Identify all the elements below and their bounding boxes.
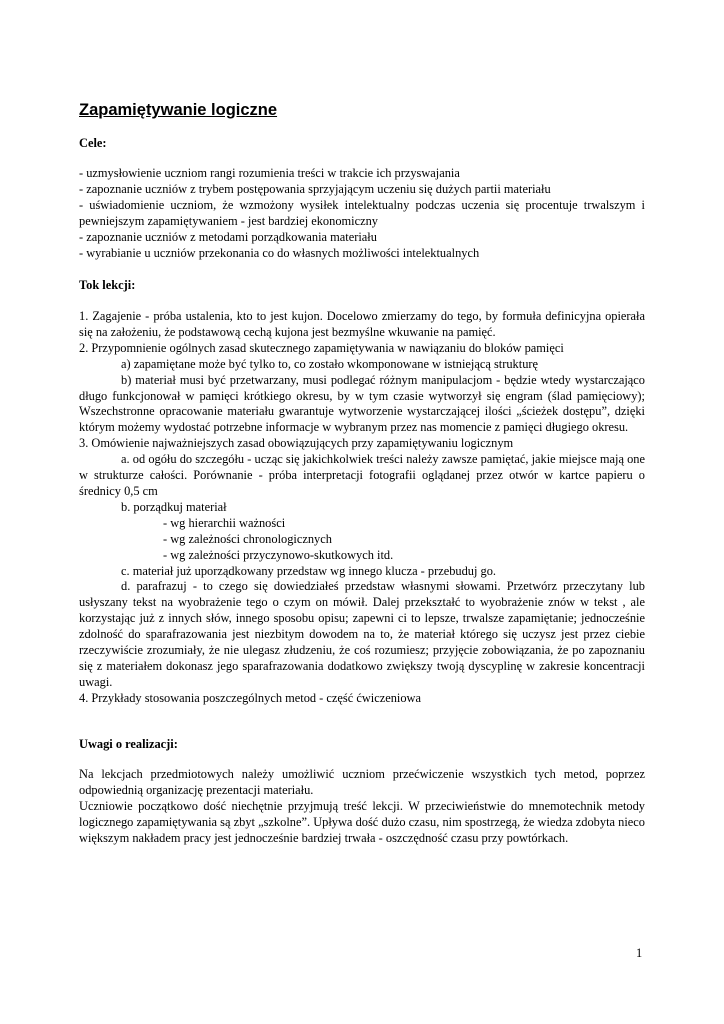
notes-paragraph: Uczniowie początkowo dość niechętnie przyjmują treść lekcji. W przeciwieństwie do mnemotechnik metody logicznego zapamiętywania są zbyt „szkolne”. Upływa dość dużo czasu, nim spostrzegą, że wiedza zdobyta nieco większym nakładem pracy jest jednocześnie bardziej trwała - oszczędność czasu przy powtórkach. [79,798,645,845]
notes-heading: Uwagi o realizacji: [79,737,178,751]
goal-item: - uzmysłowienie uczniom rangi rozumienia treści w trakcie ich przyswajania [79,166,460,180]
notes-body [79,767,645,847]
goal-item: - uświadomienie uczniom, że wzmożony wysiłek intelektualny podczas uczenia się procentuje trwalszym i pewniejszym zapamiętywaniem - jest bardziej ekonomiczny [79,197,645,228]
document-title: Zapamiętywanie logiczne [79,101,278,119]
page-number: 1 [636,946,643,960]
lesson-list-item: - wg hierarchii ważności [163,515,286,530]
lesson-list-item: - wg zależności chronologicznych [163,531,332,546]
lesson-body [79,309,645,707]
lesson-list-item: - wg zależności przyczynowo-skutkowych itd. [163,547,394,562]
goal-item: - zapoznanie uczniów z trybem postępowania sprzyjającym uczeniu się dużych partii materiału [79,181,551,196]
lesson-heading: Tok lekcji: [79,278,136,292]
lesson-subitem: a) zapamiętane może być tylko to, co zostało wkomponowane w istniejącą strukturę [121,356,539,371]
lesson-subitem: b. porządkuj materiał [121,499,227,514]
lesson-paragraph: 1. Zagajenie - próba ustalenia, kto to jest kujon. Docelowo zmierzamy do tego, by formuła definicyjna opierała się na założeniu, że podstawową cechą kujona jest bezmyślne wkuwanie na pamięć. [79,309,645,339]
lesson-subitem: a. od ogółu do szczegółu - ucząc się jakichkolwiek treści należy zawsze pamiętać, jakie miejsce mają one w strukturze całości. Porównanie - próba interpretacji fotografii oglądanej przez otwór w kartce papieru o średnicy 0,5 cm [79,452,645,498]
goals-list [79,166,645,261]
goal-item: - zapoznanie uczniów z metodami porządkowania materiału [79,229,377,244]
lesson-paragraph: 2. Przypomnienie ogólnych zasad skutecznego zapamiętywania w nawiązaniu do bloków pamięci [79,340,564,355]
goals-heading: Cele: [79,136,107,150]
lesson-subitem: d. parafrazuj - to czego się dowiedziałeś przedstaw własnymi słowami. Przetwórz przeczytany lub usłyszany tekst na wyobrażenie tego o czym on mówił. Dalej przekształć to wyobrażenie znów w tekst , ale korzystając już z innych słów, innego sposobu opisu; zapewni ci to lepsze, trwalsze zapamiętanie; jednocześnie zdolność do sparafrazowania jest niezbitym dowodem na to, że materiał którego się uczysz jest przez ciebie rzeczywiście zrozumiały, że nie ulegasz złudzeniu, że coś rozumiesz; przyjęcie zobowiązania, że po zapoznaniu się z materiałem dokonasz jego sparafrazowania dodatkowo zwiększy twoją dyscyplinę w zakresie koncentracji uwagi. [79,579,645,689]
lesson-paragraph: 3. Omówienie najważniejszych zasad obowiązujących przy zapamiętywaniu logicznym [79,436,514,451]
lesson-subitem: c. materiał już uporządkowany przedstaw wg innego klucza - przebuduj go. [121,563,497,578]
lesson-paragraph: 4. Przykłady stosowania poszczególnych metod - część ćwiczeniowa [79,690,421,705]
lesson-subitem: b) materiał musi być przetwarzany, musi podlegać różnym manipulacjom - będzie wtedy wystarczająco długo funkcjonował w pamięci krótkiego okresu, by w tym czasie wytworzył się engram (ślad pamięciowy); Wszechstronne opracowanie materiału gwarantuje wytworzenie wystarczającej ilości „ścieżek dostępu”, dzięki którym możemy wydostać potrzebne informacje w wybranym przez nas momencie z pamięci długiego okresu. [79,372,645,435]
notes-paragraph: Na lekcjach przedmiotowych należy umożliwić uczniom przećwiczenie wszystkich tych metod, poprzez odpowiednią organizację prezentacji materiału. [79,767,645,797]
goal-item: - wyrabianie u uczniów przekonania co do własnych możliwości intelektualnych [79,245,480,260]
